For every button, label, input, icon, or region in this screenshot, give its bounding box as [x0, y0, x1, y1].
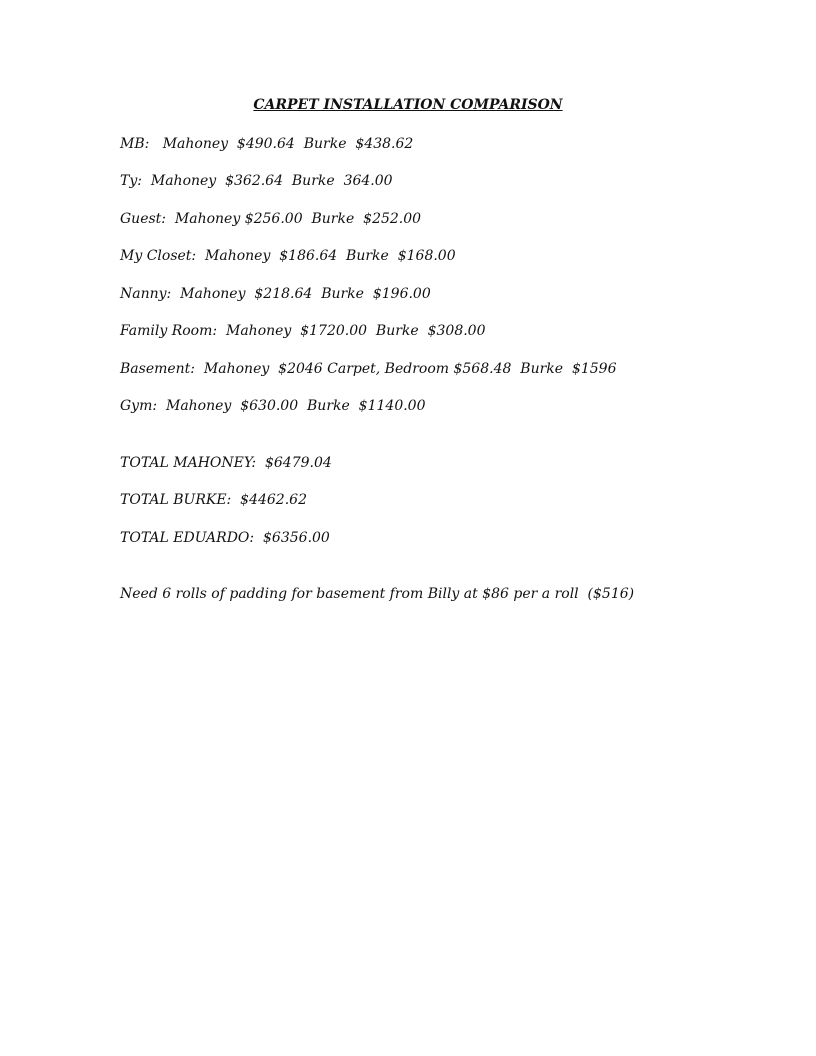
room-line-nanny: Nanny: Mahoney $218.64 Burke $196.00: [120, 286, 431, 302]
document-title: CARPET INSTALLATION COMPARISON: [253, 97, 563, 113]
total-line-burke: TOTAL BURKE: $4462.62: [120, 492, 307, 508]
room-line-my-closet: My Closet: Mahoney $186.64 Burke $168.00: [120, 248, 456, 264]
total-line-mahoney: TOTAL MAHONEY: $6479.04: [120, 455, 332, 471]
room-line-ty: Ty: Mahoney $362.64 Burke 364.00: [120, 173, 393, 189]
total-line-eduardo: TOTAL EDUARDO: $6356.00: [120, 530, 330, 546]
padding-note: Need 6 rolls of padding for basement from Billy at $86 per a roll ($516): [120, 586, 635, 602]
room-line-family-room: Family Room: Mahoney $1720.00 Burke $308.00: [120, 323, 486, 339]
room-line-guest: Guest: Mahoney $256.00 Burke $252.00: [120, 211, 422, 227]
room-line-mb: MB: Mahoney $490.64 Burke $438.62: [120, 136, 414, 152]
room-line-basement: Basement: Mahoney $2046 Carpet, Bedroom $568.48 Burke $1596: [120, 361, 617, 377]
room-line-gym: Gym: Mahoney $630.00 Burke $1140.00: [120, 398, 426, 414]
